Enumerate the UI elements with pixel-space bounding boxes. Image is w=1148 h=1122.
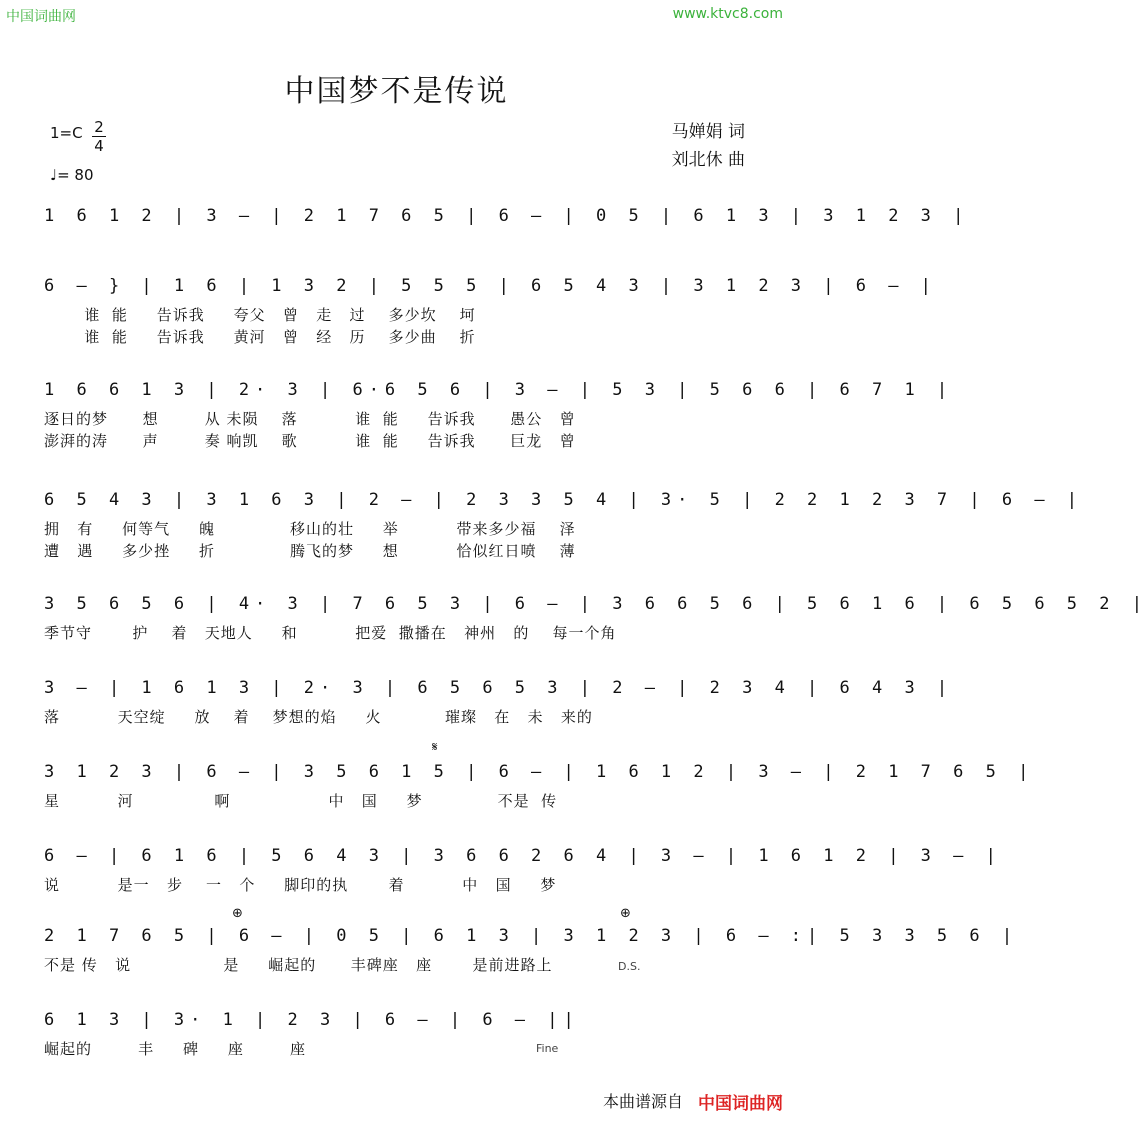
segno-icon: 𝄋 [432, 740, 438, 755]
lyric-line: 崛起的 丰 碑 座 座 [44, 1040, 306, 1058]
source-logo: 中国词曲网 [698, 1094, 783, 1114]
time-bottom: 4 [94, 137, 104, 155]
coda-icon: ⊕ [620, 906, 631, 921]
fine-mark: Fine [536, 1042, 559, 1055]
lyric-line: 拥 有 何等气 魄 移山的壮 举 带来多少福 泽 [44, 520, 576, 538]
lyric-line: 季节守 护 着 天地人 和 把爱 撒播在 神州 的 每一个角 [44, 624, 617, 642]
notes-line: 6 – | 6 1 6 | 5 6 4 3 | 3 6 6 2 6 4 | 3 – | 1 6 1 2 | 3 – | [44, 846, 1002, 866]
song-title: 中国梦不是传说 [284, 74, 509, 109]
ds-mark: D.S. [618, 960, 641, 973]
notes-line: 3 5 6 5 6 | 4· 3 | 7 6 5 3 | 6 – | 3 6 6 5 6 | 5 6 1 6 | 6 5 6 5 2 | [44, 594, 1148, 614]
lyric-line: 澎湃的涛 声 奏 响凯 歌 谁 能 告诉我 巨龙 曾 [44, 432, 576, 450]
time-signature [92, 118, 106, 155]
notes-line: 3 – | 1 6 1 3 | 2· 3 | 6 5 6 5 3 | 2 – | 2 3 4 | 6 4 3 | [44, 678, 954, 698]
source-label: 本曲谱源自 [602, 1092, 683, 1111]
lyric-line: 逐日的梦 想 从 未陨 落 谁 能 告诉我 愚公 曾 [44, 410, 576, 428]
lyric-line: 谁 能 告诉我 夸父 曾 走 过 多少坎 坷 [44, 306, 476, 324]
lyric-line: 落 天空绽 放 着 梦想的焰 火 璀璨 在 未 来的 [44, 708, 593, 726]
lyric-line: 星 河 啊 中 国 梦 不是 传 [44, 792, 558, 810]
key-signature: 1=C [50, 124, 83, 142]
notes-line: 1 6 1 2 | 3 – | 2 1 7 6 5 | 6 – | 0 5 | 6 1 3 | 3 1 2 3 | [44, 206, 970, 226]
coda-icon: ⊕ [232, 906, 243, 921]
lyric-line: 说 是一 步 一 个 脚印的执 着 中 国 梦 [44, 876, 557, 894]
notes-line: 6 1 3 | 3· 1 | 2 3 | 6 – | 6 – || [44, 1010, 580, 1030]
watermark-right: www.ktvc8.com [672, 6, 783, 22]
lyric-line: 不是 传 说 是 崛起的 丰碑座 座 是前进路上 [44, 956, 553, 974]
watermark-left: 中国词曲网 [6, 9, 76, 25]
lyric-line: 遭 遇 多少挫 折 腾飞的梦 想 恰似红日喷 薄 [44, 542, 576, 560]
tempo-marking: ♩= 80 [50, 166, 94, 184]
notes-line: 3 1 2 3 | 6 – | 3 5 6 1 5 | 6 – | 1 6 1 2 | 3 – | 2 1 7 6 5 | [44, 762, 1035, 782]
notes-line: 6 5 4 3 | 3 1 6 3 | 2 – | 2 3 3 5 4 | 3· 5 | 2 2 1 2 3 7 | 6 – | [44, 490, 1084, 510]
notes-line: 6 – } | 1 6 | 1 3 2 | 5 5 5 | 6 5 4 3 | 3 1 2 3 | 6 – | [44, 276, 937, 296]
composer-credit: 刘北休 曲 [671, 150, 745, 170]
credits [672, 118, 745, 174]
notes-line: 1 6 6 1 3 | 2· 3 | 6·6 5 6 | 3 – | 5 3 | 5 6 6 | 6 7 1 | [44, 380, 954, 400]
time-top: 2 [92, 118, 106, 137]
lyricist-credit: 马婵娟 词 [671, 122, 745, 142]
lyric-line: 谁 能 告诉我 黄河 曾 经 历 多少曲 折 [44, 328, 476, 346]
notes-line: 2 1 7 6 5 | 6 – | 0 5 | 6 1 3 | 3 1 2 3 | 6 – :| 5 3 3 5 6 | [44, 926, 1019, 946]
